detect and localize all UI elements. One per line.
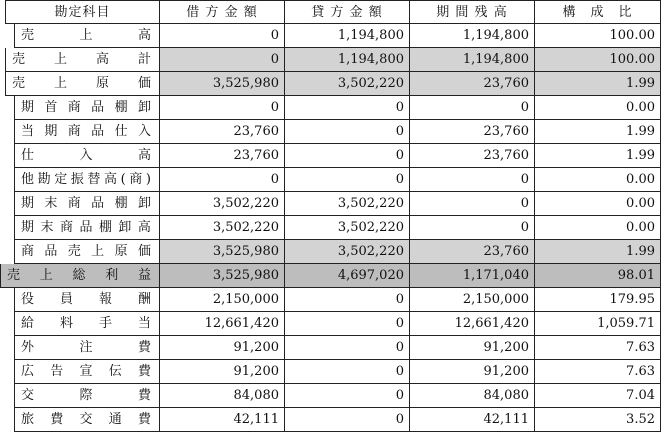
credit-cell: 3,502,220 (284, 240, 409, 264)
ratio-cell: 98.01 (534, 264, 661, 288)
table-row (0, 312, 672, 336)
balance-cell: 23,760 (409, 72, 534, 96)
table-row (0, 384, 672, 408)
account-name-cell: 期 首 商 品 棚 卸 (14, 96, 159, 120)
header-row (0, 0, 672, 24)
balance-cell: 23,760 (409, 144, 534, 168)
header-debit: 借 方 金 額 (159, 0, 284, 24)
debit-cell: 0 (159, 96, 284, 120)
ratio-cell: 0.00 (534, 192, 661, 216)
ratio-cell: 1.99 (534, 120, 661, 144)
header-balance: 期 間 残 高 (409, 0, 534, 24)
balance-cell: 1,171,040 (409, 264, 534, 288)
ratio-cell: 0.00 (534, 168, 661, 192)
credit-cell: 1,194,800 (284, 24, 409, 48)
account-name-cell: 売 上 高 (14, 24, 159, 48)
credit-cell: 0 (284, 312, 409, 336)
debit-cell: 91,200 (159, 336, 284, 360)
table-row (0, 120, 672, 144)
debit-cell: 84,080 (159, 384, 284, 408)
table-row (0, 48, 672, 72)
account-name-cell: 期 末 商 品 棚 卸 (14, 192, 159, 216)
account-name-cell: 当 期 商 品 仕 入 (14, 120, 159, 144)
ratio-cell: 1.99 (534, 144, 661, 168)
header-ratio: 構 成 比 (534, 0, 661, 24)
balance-cell: 84,080 (409, 384, 534, 408)
balance-cell: 12,661,420 (409, 312, 534, 336)
account-name-cell: 給 料 手 当 (14, 312, 159, 336)
account-name-cell: 期 末 商 品 棚 卸 高 (14, 216, 159, 240)
ratio-cell: 0.00 (534, 96, 661, 120)
ratio-cell: 100.00 (534, 24, 661, 48)
header-credit: 貸 方 金 額 (284, 0, 409, 24)
table-row (0, 216, 672, 240)
account-name-cell: 役 員 報 酬 (14, 288, 159, 312)
balance-cell: 1,194,800 (409, 48, 534, 72)
credit-cell: 0 (284, 168, 409, 192)
balance-cell: 0 (409, 168, 534, 192)
account-name-cell: 旅 費 交 通 費 (14, 408, 159, 432)
debit-cell: 3,502,220 (159, 192, 284, 216)
credit-cell: 0 (284, 96, 409, 120)
credit-cell: 0 (284, 360, 409, 384)
ratio-cell: 1.99 (534, 240, 661, 264)
debit-cell: 2,150,000 (159, 288, 284, 312)
header-account: 勘定科目 (5, 0, 159, 24)
debit-cell: 0 (159, 168, 284, 192)
account-name-cell: 広 告 宣 伝 費 (14, 360, 159, 384)
account-name-cell: 売 上 高 計 (5, 48, 159, 72)
table-row (0, 24, 672, 48)
debit-cell: 0 (159, 24, 284, 48)
ratio-cell: 7.04 (534, 384, 661, 408)
table-row (0, 168, 672, 192)
balance-cell: 0 (409, 192, 534, 216)
account-name-cell: 売 上 原 価 (5, 72, 159, 96)
table-row (0, 144, 672, 168)
balance-cell: 23,760 (409, 240, 534, 264)
debit-cell: 0 (159, 48, 284, 72)
ratio-cell: 179.95 (534, 288, 661, 312)
credit-cell: 3,502,220 (284, 72, 409, 96)
credit-cell: 0 (284, 120, 409, 144)
account-name-cell: 仕 入 高 (14, 144, 159, 168)
ratio-cell: 7.63 (534, 336, 661, 360)
account-name-cell: 商 品 売 上 原 価 (14, 240, 159, 264)
credit-cell: 1,194,800 (284, 48, 409, 72)
table-row (0, 264, 672, 288)
table-row (0, 240, 672, 264)
table-row (0, 288, 672, 312)
account-name-cell: 交 際 費 (14, 384, 159, 408)
ratio-cell: 7.63 (534, 360, 661, 384)
ratio-cell: 0.00 (534, 216, 661, 240)
credit-cell: 0 (284, 288, 409, 312)
debit-cell: 12,661,420 (159, 312, 284, 336)
balance-cell: 91,200 (409, 360, 534, 384)
debit-cell: 3,502,220 (159, 216, 284, 240)
table-row (0, 336, 672, 360)
debit-cell: 3,525,980 (159, 240, 284, 264)
ratio-cell: 100.00 (534, 48, 661, 72)
credit-cell: 3,502,220 (284, 216, 409, 240)
table-row (0, 72, 672, 96)
debit-cell: 23,760 (159, 120, 284, 144)
credit-cell: 0 (284, 408, 409, 432)
debit-cell: 42,111 (159, 408, 284, 432)
ratio-cell: 1,059.71 (534, 312, 661, 336)
balance-cell: 0 (409, 216, 534, 240)
account-name-cell: 外 注 費 (14, 336, 159, 360)
ratio-cell: 3.52 (534, 408, 661, 432)
ratio-cell: 1.99 (534, 72, 661, 96)
balance-cell: 2,150,000 (409, 288, 534, 312)
credit-cell: 3,502,220 (284, 192, 409, 216)
balance-cell: 23,760 (409, 120, 534, 144)
credit-cell: 0 (284, 384, 409, 408)
table-row (0, 360, 672, 384)
balance-cell: 91,200 (409, 336, 534, 360)
table-row (0, 96, 672, 120)
debit-cell: 3,525,980 (159, 72, 284, 96)
credit-cell: 0 (284, 144, 409, 168)
account-name-cell: 売 上 総 利 益 (0, 264, 159, 288)
debit-cell: 23,760 (159, 144, 284, 168)
debit-cell: 3,525,980 (159, 264, 284, 288)
credit-cell: 0 (284, 336, 409, 360)
table-row (0, 408, 672, 432)
account-name-cell: 他 勘 定 振 替 高 ( 商 ) (14, 168, 159, 192)
debit-cell: 91,200 (159, 360, 284, 384)
balance-cell: 1,194,800 (409, 24, 534, 48)
credit-cell: 4,697,020 (284, 264, 409, 288)
balance-cell: 0 (409, 96, 534, 120)
balance-cell: 42,111 (409, 408, 534, 432)
table-row (0, 192, 672, 216)
